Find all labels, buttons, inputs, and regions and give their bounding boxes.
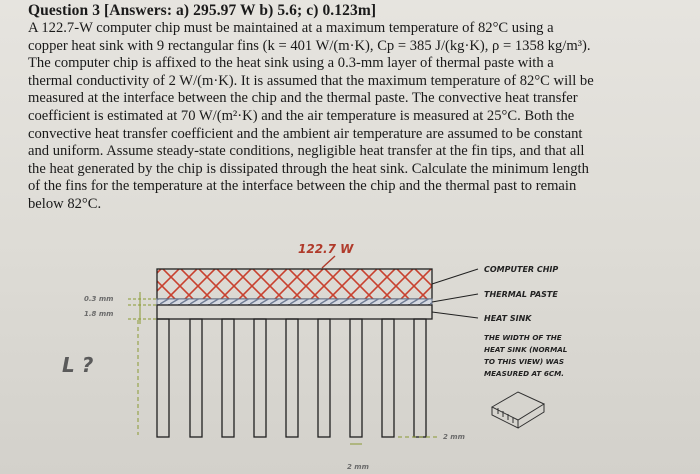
problem-line: copper heat sink with 9 rectangular fins (k = 401 W/(m·K), Cp = 385 J/(kg·K), ρ = 1358 kg/m³).	[28, 37, 591, 54]
fin-gap-label: 2 mm	[443, 433, 465, 441]
problem-line: and uniform. Assume steady-state conditions, negligible heat transfer at the fin tips, and that all	[28, 143, 585, 160]
computer-chip	[157, 269, 432, 299]
heat-sink-label: HEAT SINK	[484, 314, 532, 323]
fin	[382, 319, 394, 437]
problem-line: thermal conductivity of 2 W/(m·K). It is assumed that the maximum temperature of 82°C will be	[28, 72, 594, 89]
fin	[350, 319, 362, 437]
fin	[318, 319, 330, 437]
thermal-paste-label: THERMAL PASTE	[484, 290, 558, 299]
width-note-line: HEAT SINK (NORMAL	[484, 345, 568, 354]
power-label: 122.7 W	[298, 242, 354, 256]
fin-width-label: 2 mm	[347, 463, 369, 471]
fin	[157, 319, 169, 437]
fin	[254, 319, 266, 437]
problem-line: convective heat transfer coefficient and the ambient air temperature are assumed to be constant	[28, 125, 583, 142]
problem-line: coefficient is estimated at 70 W/(m²·K) and the air temperature is measured at 25°C. Both the	[28, 107, 575, 124]
computer-chip-label: COMPUTER CHIP	[484, 265, 559, 274]
fin	[286, 319, 298, 437]
width-note-line: THE WIDTH OF THE	[484, 333, 562, 342]
fin	[414, 319, 426, 437]
problem-statement	[28, 20, 692, 214]
heat-sink-sketch	[0, 232, 700, 474]
paste-thickness-label: 0.3 mm	[84, 295, 114, 303]
width-note-line: MEASURED AT 6CM.	[484, 369, 564, 378]
problem-line: The computer chip is affixed to the heat sink using a 0.3-mm layer of thermal paste with a	[28, 55, 554, 72]
question-heading: Question 3 [Answers: a) 295.97 W b) 5.6; c) 0.123m]	[28, 2, 377, 19]
problem-line: measured at the interface between the chip and the thermal paste. The convective heat transfer	[28, 90, 578, 107]
problem-line: below 82°C.	[28, 195, 102, 212]
problem-line: of the fins for the temperature at the interface between the chip and the thermal past to remain	[28, 178, 577, 195]
problem-line: the heat generated by the chip is dissipated through the heat sink. Calculate the minimum length	[28, 160, 589, 177]
heat-sink-base	[157, 305, 432, 319]
power-arrow	[322, 256, 335, 268]
fin	[190, 319, 202, 437]
fin	[222, 319, 234, 437]
fin-length-label: L ?	[62, 353, 94, 377]
heat-sink-3d-sketch	[492, 392, 544, 428]
width-note-line: TO THIS VIEW) WAS	[484, 357, 565, 366]
heat-sink-fins	[157, 319, 426, 437]
problem-line: A 122.7-W computer chip must be maintained at a maximum temperature of 82°C using a	[28, 20, 554, 36]
base-thickness-label: 1.8 mm	[84, 310, 114, 318]
